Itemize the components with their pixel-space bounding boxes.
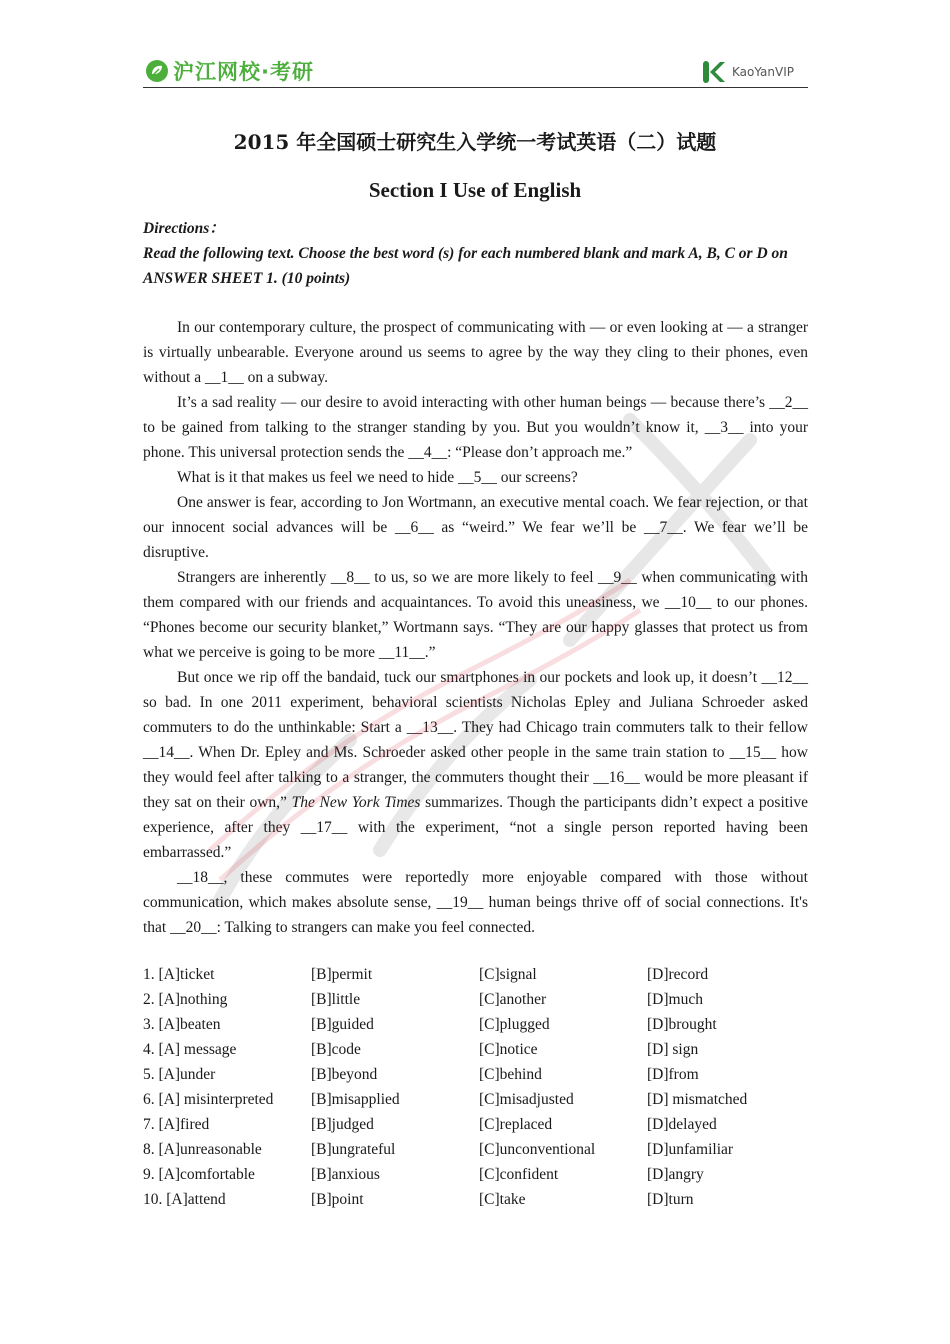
option-b: [B]ungrateful (311, 1141, 396, 1158)
option-a: 10. [A]attend (143, 1191, 226, 1208)
option-b: [B]misapplied (311, 1091, 400, 1108)
passage-paragraph: It’s a sad reality — our desire to avoid interacting with other human beings — because there’s __2__ to be gained from talking to the stranger standing by you. But you wouldn’t know it, __3__ into your phone. This universal protection sends the __4__: “Please don’t approach me.” (143, 394, 808, 461)
option-row (143, 1062, 808, 1087)
option-a: 3. [A]beaten (143, 1016, 221, 1033)
option-c: [C]notice (479, 1041, 538, 1058)
option-b: [B]little (311, 991, 361, 1008)
kaoyanvip-brand-text: KaoYanVIP (732, 65, 794, 79)
option-c: [C]plugged (479, 1016, 550, 1033)
option-b: [B]code (311, 1041, 361, 1058)
option-row (143, 1162, 808, 1187)
option-c: [C]unconventional (479, 1141, 596, 1158)
option-d: [D] mismatched (647, 1091, 748, 1108)
option-d: [D]turn (647, 1191, 694, 1208)
leaf-logo-icon (145, 59, 169, 83)
hujiang-logo (145, 56, 314, 86)
option-d: [D]brought (647, 1016, 717, 1033)
directions-text: Read the following text. Choose the best word (s) for each numbered blank and mark A, B, C or D on ANSWER SHEET 1. (10 points) (143, 245, 788, 287)
kaoyanvip-logo (701, 60, 794, 84)
option-d: [D]delayed (647, 1116, 717, 1133)
page-header (143, 52, 808, 88)
option-c: [C]behind (479, 1066, 542, 1083)
option-c: [C]take (479, 1191, 526, 1208)
option-d: [D] sign (647, 1041, 699, 1058)
option-d: [D]from (647, 1066, 699, 1083)
passage-paragraph (143, 665, 808, 865)
option-d: [D]record (647, 966, 709, 983)
newspaper-title: The New York Times (291, 794, 421, 811)
option-row (143, 1187, 808, 1212)
option-c: [C]another (479, 991, 547, 1008)
option-a: 8. [A]unreasonable (143, 1141, 262, 1158)
passage-paragraph: Strangers are inherently __8__ to us, so we are more likely to feel __9__ when communicating with them compared with our friends and acquaintances. To avoid this uneasiness, we __10__ to our phones. “Phones become our security blanket,” Wortmann says. “They are our happy glasses that protect us from what we perceive is going to be more __11__.” (143, 569, 808, 661)
option-d: [D]angry (647, 1166, 704, 1183)
option-c: [C]misadjusted (479, 1091, 574, 1108)
option-a: 4. [A] message (143, 1041, 237, 1058)
option-row (143, 1037, 808, 1062)
k-logo-icon (701, 60, 727, 84)
passage-paragraph: __18__, these commutes were reportedly more enjoyable compared with those without communication, which makes absolute sense, __19__ human beings thrive off of social connections. It's that __20__: Talking to strangers can make you feel connected. (143, 869, 808, 936)
reading-passage (143, 315, 808, 940)
option-c: [C]replaced (479, 1116, 553, 1133)
option-row (143, 987, 808, 1012)
passage-paragraph: In our contemporary culture, the prospect of communicating with — or even looking at — a stranger is virtually unbearable. Everyone around us seems to agree by the way they cling to their phones, even without a __1__ on a subway. (143, 319, 808, 386)
option-d: [D]much (647, 991, 703, 1008)
hujiang-brand-text: 沪江网校·考研 (173, 60, 314, 84)
option-row (143, 1012, 808, 1037)
option-a: 6. [A] misinterpreted (143, 1091, 274, 1108)
option-b: [B]anxious (311, 1166, 380, 1183)
option-row (143, 1137, 808, 1162)
option-a: 7. [A]fired (143, 1116, 210, 1133)
directions-label: Directions： (143, 220, 225, 237)
passage-paragraph: What is it that makes us feel we need to hide __5__ our screens? (177, 469, 578, 486)
option-b: [B]judged (311, 1116, 374, 1133)
option-row (143, 1087, 808, 1112)
option-c: [C]confident (479, 1166, 559, 1183)
section-title: Section I Use of English (368, 178, 582, 202)
option-row (143, 962, 808, 987)
option-a: 2. [A]nothing (143, 991, 228, 1008)
option-d: [D]unfamiliar (647, 1141, 734, 1158)
option-a: 1. [A]ticket (143, 966, 215, 983)
option-b: [B]permit (311, 966, 373, 983)
passage-paragraph: One answer is fear, according to Jon Wortmann, an executive mental coach. We fear rejection, or that our innocent social advances will be __6__ as “weird.” We fear we’ll be __7__. We fear we’ll be disruptive. (143, 494, 808, 561)
exam-title: 2015 年全国硕士研究生入学统一考试英语（二）试题 (233, 130, 717, 154)
header-divider (143, 87, 808, 88)
option-row (143, 1112, 808, 1137)
option-c: [C]signal (479, 966, 537, 983)
answer-options (143, 962, 808, 1212)
passage-text: But once we rip off the bandaid, tuck our smartphones in our pockets and look up, it doesn’t __12__ so bad. In one 2011 experiment, behavioral scientists Nicholas Epley and Juliana Schroeder asked commuters to do the unthinkable: Start a __13__. They had Chicago train commuters talk to their fellow __14__. When Dr. Epley and Ms. Schroeder asked other people in the same train station to __15__ how they would feel after talking to a stranger, the commuters thought their __16__ would be more pleasant if they sat on their own,” (143, 669, 808, 811)
directions (143, 216, 811, 291)
option-b: [B]guided (311, 1016, 374, 1033)
option-b: [B]point (311, 1191, 364, 1208)
option-a: 5. [A]under (143, 1066, 216, 1083)
option-a: 9. [A]comfortable (143, 1166, 255, 1183)
passage-text: summarizes. Though the participants didn’t expect a positive experience, after they __17__ with the experiment, “not a single person reported having been embarrassed.” (143, 794, 808, 861)
option-b: [B]beyond (311, 1066, 378, 1083)
